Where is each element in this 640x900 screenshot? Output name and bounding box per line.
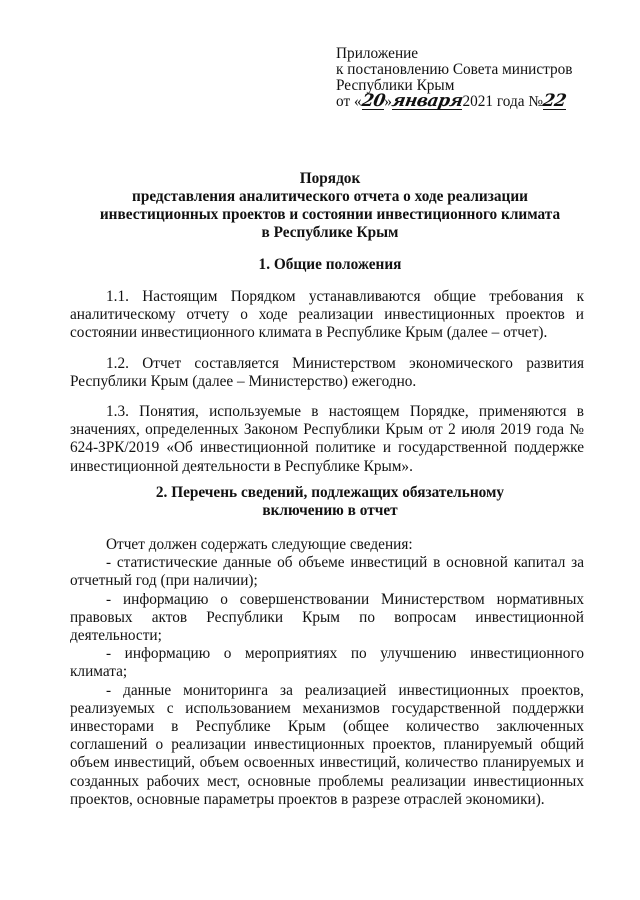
title-line-4: в Республике Крым xyxy=(261,224,399,241)
section-1-body xyxy=(70,288,584,488)
section-2-body xyxy=(70,536,584,809)
decree-number-handwritten: 22 xyxy=(541,91,568,111)
paragraph-1-2: 1.2. Отчет составляется Министерством экономического развития Республики Крым (далее – Министерство) ежегодно. xyxy=(70,354,584,390)
list-item: - информацию о мероприятиях по улучшению инвестиционного климата; xyxy=(70,645,584,681)
appendix-header xyxy=(336,46,606,110)
section-2-heading xyxy=(60,484,600,520)
list-intro: Отчет должен содержать следующие сведения: xyxy=(106,536,413,553)
appendix-line-3: Республики Крым xyxy=(336,77,455,94)
paragraph-1-1: 1.1. Настоящим Порядком устанавливаются общие требования к аналитическому отчету о ходе реализации инвестиционных проектов и состоянии инвестиционного климата в Республике Крым (далее – отчет). xyxy=(70,288,584,342)
list-item: - данные мониторинга за реализацией инвестиционных проектов, реализуемых с использованием механизмов государственной поддержки инвесторами в Республике Крым (общее количество заключенных соглашений о реализации инвестиционных проектов, планируемый общий объем инвестиций, объем освоенных инвестиций, количество планируемых и созданных рабочих мест, основные проблемы реализации инвестиционных проектов, основные параметры проектов в разрезе отраслей экономики). xyxy=(70,681,584,808)
appendix-line-2: к постановлению Совета министров xyxy=(336,61,573,78)
list-item: - информацию о совершенствовании Министерством нормативных правовых актов Республики Крым по вопросам инвестиционной деятельности; xyxy=(70,590,584,645)
section-2-heading-line-1: 2. Перечень сведений, подлежащих обязательному xyxy=(155,484,505,501)
date-day-handwritten: 20 xyxy=(359,91,387,111)
appendix-date-line xyxy=(336,91,606,111)
date-suffix: года № xyxy=(493,93,543,110)
date-year: 2021 xyxy=(462,93,494,110)
date-mid: » xyxy=(384,93,392,110)
appendix-line-1: Приложение xyxy=(336,45,419,62)
title-line-2: представления аналитического отчета о ходе реализации xyxy=(132,188,528,205)
paragraph-1-3: 1.3. Понятия, используемые в настоящем Порядке, применяются в значениях, определенных Законом Республики Крым от 2 июля 2019 года № 624-ЗРК/2019 «Об инвестиционной политике и государственной поддержке инвестиционной деятельности в Республике Крым». xyxy=(70,403,584,475)
document-title xyxy=(60,170,600,242)
section-2-heading-line-2: включению в отчет xyxy=(262,502,398,519)
list-item: - статистические данные об объеме инвестиций в основной капитал за отчетный год (при наличии); xyxy=(70,554,584,590)
date-prefix: от « xyxy=(336,93,362,110)
title-line-3: инвестиционных проектов и состоянии инвестиционного климата xyxy=(99,206,561,223)
title-line-1: Порядок xyxy=(299,170,361,187)
section-1-heading-text: 1. Общие положения xyxy=(258,256,402,273)
date-month-handwritten: января xyxy=(390,91,465,111)
section-1-heading xyxy=(60,256,600,274)
